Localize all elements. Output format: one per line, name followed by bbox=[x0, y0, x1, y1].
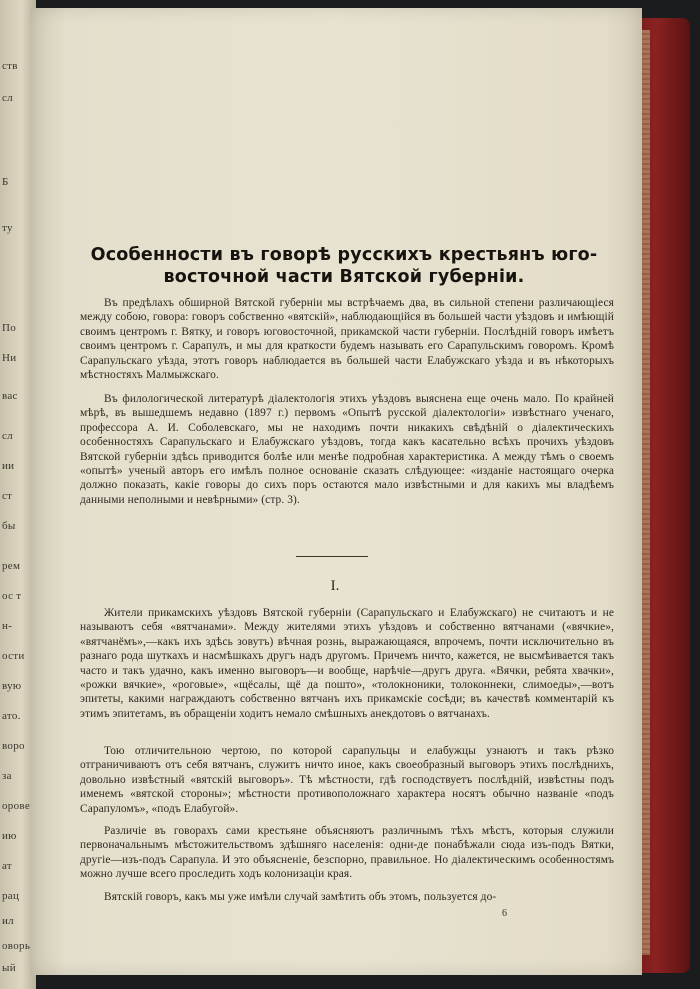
facing-page-text: н- bbox=[2, 620, 13, 632]
facing-page-text: Ни bbox=[2, 352, 17, 364]
facing-page-text: Б bbox=[2, 176, 9, 188]
article-title: Особенности въ говорѣ русскихъ крестьянъ юго-восточной части Вятской губерніи. bbox=[90, 245, 598, 287]
facing-page-text: ил bbox=[2, 915, 14, 927]
section-number: I. bbox=[330, 578, 340, 594]
facing-page-text: бы bbox=[2, 520, 16, 532]
facing-page-text: сл bbox=[2, 92, 13, 104]
facing-page-text: оворь bbox=[2, 940, 31, 952]
body-paragraph: Жители прикамскихъ уѣздовъ Вятской губерніи (Сарапульскаго и Елабужскаго) не считаютъ и не называютъ себя «вятчанами». Между жителями этихъ уѣздовъ и собственно вятчанами («вячкие», «вятчанёмъ»,—какъ ихъ здѣсь зовутъ) вѣчная рознь, выражающаяся, впрочемъ, почти исключительно въ разнаго рода шуткахъ и насмѣшкахъ другъ надъ другомъ. Причемъ ничто, кажется, не высмѣивается такъ часто и такъ удачно, какъ именно выговоръ—и вообще, нарѣчіе—другъ друга. «Вячки, ребята хвачки», «рожки вячкие», «роговые», «щёсалы, щё да пошто», «толокноники, толоконнеки, слимоеды»,—вотъ эпитеты, какими награждаютъ собственно вятчанъ ихъ прикамскіе сосѣди; въ качествѣ комментарій къ этимъ эпитетамъ, въ обращеніи ходитъ немало смѣшныхъ анекдотовъ о вятчанахъ. bbox=[80, 607, 614, 720]
facing-page-text: ию bbox=[2, 830, 17, 842]
section-divider bbox=[296, 556, 368, 557]
body-paragraph: Тою отличительною чертою, по которой сарапульцы и елабужцы узнаютъ и такъ рѣзко отграничиваютъ отъ себя вятчанъ, служитъ ничто иное, какъ своеобразный выговоръ этихъ послѣднихъ, довольно извѣстный «вятскій выговоръ». Тѣ мѣстности, гдѣ господствуетъ послѣдній, извѣстны подъ именемъ «вятской стороны»; мѣстности противоположнаго характера носятъ обычно названіе «подъ Сарапуломъ», «подъ Елабугой». bbox=[80, 745, 614, 815]
facing-page-text: вас bbox=[2, 390, 18, 402]
facing-page-text: ос т bbox=[2, 590, 22, 602]
book-page bbox=[30, 8, 642, 975]
facing-page-text: ст bbox=[2, 490, 13, 502]
facing-page-text: орове bbox=[2, 800, 31, 812]
facing-page-text: вую bbox=[2, 680, 22, 692]
facing-page-text: ости bbox=[2, 650, 25, 662]
facing-page-text: ат bbox=[2, 860, 13, 872]
facing-page-text: рац bbox=[2, 890, 20, 902]
facing-page-text: ии bbox=[2, 460, 15, 472]
intro-paragraph: Въ филологической литературѣ діалектологія этихъ уѣздовъ выяснена еще очень мало. По крайней мѣрѣ, въ вышедшемъ недавно (1897 г.) первомъ «Опытѣ русской діалектологіи» извѣстнаго ученаго, профессора А. И. Соболевскаго, мы не находимъ почти никакихъ свѣдѣній о діалектическихъ особенностяхъ Сарапульскаго и Елабужскаго уѣздовъ, тогда какъ касательно всѣхъ прочихъ уѣздовъ Вятской губерніи здѣсь приводится болѣе или менѣе подробная характеристика. А между тѣмъ о своемъ «опытѣ» ученый авторъ его имѣлъ полное основаніе сказать слѣдующее: «изданіе настоящаго очерка должно показать, какіе говоры до сихъ поръ остаются мало извѣстными и для какихъ мы владѣемъ данными неполными и невѣрными» (стр. 3). bbox=[80, 393, 614, 506]
intro-paragraph: Въ предѣлахъ обширной Вятской губерніи мы встрѣчаемъ два, въ сильной степени различающіеся между собою, говора: говоръ собственно «вятскій», наблюдающійся въ большей части уѣздовъ и имѣющій своимъ центромъ г. Вятку, и говоръ юговосточной, прикамской части губерніи. Послѣдній говоръ имѣетъ своимъ центромъ г. Сарапулъ, и мы для краткости будемъ называть его Сарапульскимъ говоромъ. Кромѣ Сарапульскаго уѣзда, этотъ говоръ наблюдается въ большей части Елабужскаго уѣзда и въ нѣкоторыхъ мѣстностяхъ Малмыжскаго. bbox=[80, 297, 614, 382]
facing-page-text: рем bbox=[2, 560, 21, 572]
facing-page-text: воро bbox=[2, 740, 25, 752]
facing-page-text: за bbox=[2, 770, 12, 782]
facing-page-text: ый bbox=[2, 962, 16, 974]
page-number: 6 bbox=[502, 908, 507, 919]
facing-page-text: ту bbox=[2, 222, 13, 234]
facing-page-text: ств bbox=[2, 60, 18, 72]
body-paragraph: Различіе въ говорахъ сами крестьяне объясняютъ различнымъ тѣхъ мѣстъ, которыя служили первоначальнымъ мѣстожительствомъ здѣшняго населенія: одни-де понабѣжали сюда изъ-подъ Вятки, другіе—изъ-подъ Сарапула. И это объясненіе, безспорно, правильное. Но діалектическимъ особенностямъ можно лучше всего проследить ходъ колонизаціи края. bbox=[80, 825, 614, 881]
facing-page-text: сл bbox=[2, 430, 13, 442]
facing-page-text: ато. bbox=[2, 710, 21, 722]
facing-page-text: По bbox=[2, 322, 17, 334]
body-paragraph: Вятскій говоръ, какъ мы уже имѣли случай замѣтить объ этомъ, пользуется до- bbox=[104, 891, 497, 903]
